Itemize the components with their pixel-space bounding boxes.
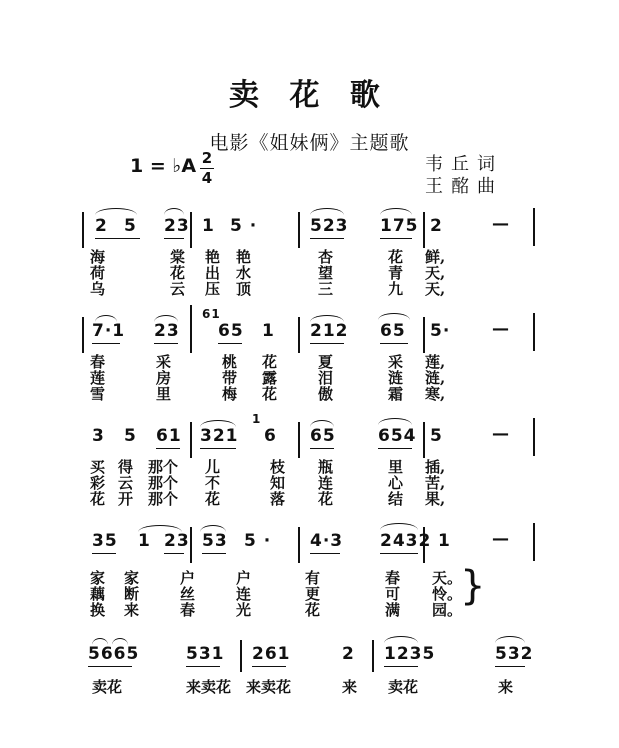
lyric: 家 <box>90 569 106 587</box>
lyric: 彩 <box>90 474 106 492</box>
note: 61 <box>156 426 182 446</box>
barline <box>190 305 192 353</box>
lyric: 花 <box>205 490 221 508</box>
slur <box>380 523 418 530</box>
beam <box>310 238 344 239</box>
lyric: 海 <box>90 248 106 266</box>
lyric: 可 <box>385 585 401 603</box>
lyric: 涟, <box>425 369 446 387</box>
note: 35 <box>92 531 118 551</box>
lyric: 不 <box>205 474 221 492</box>
beam <box>92 343 120 344</box>
lyric: 来 <box>342 678 358 696</box>
note: 1 <box>138 531 151 551</box>
lyric: 桃 <box>222 353 238 371</box>
barline <box>190 422 192 458</box>
key-signature: 1 = ♭A <box>130 155 197 177</box>
note: 1235 <box>384 644 436 664</box>
lyric: 房 <box>156 369 172 387</box>
barline <box>240 640 242 672</box>
lyric: 寒, <box>425 385 446 403</box>
barline <box>82 212 84 248</box>
note: 65 <box>380 321 406 341</box>
lyric: 有 <box>305 569 321 587</box>
lyric: 云 <box>118 474 134 492</box>
lyric: 知 <box>270 474 286 492</box>
lyric: 艳 <box>236 248 252 266</box>
slur <box>380 208 412 215</box>
grace-note: 61 <box>202 307 221 321</box>
extend-dash: — <box>492 529 510 549</box>
song-title: 卖 花 歌 <box>229 78 390 113</box>
lyric: 花 <box>388 248 404 266</box>
barline <box>423 422 425 458</box>
lyric: 里 <box>156 385 172 403</box>
lyric: 藕 <box>90 585 106 603</box>
beam <box>310 448 334 449</box>
beam <box>252 666 286 667</box>
note: 53 <box>202 531 228 551</box>
barline <box>298 317 300 353</box>
lyric: 瓶 <box>318 458 334 476</box>
beam <box>88 666 132 667</box>
lyric: 莲, <box>425 353 446 371</box>
lyric: 采 <box>388 353 404 371</box>
lyric: 花 <box>90 490 106 508</box>
beam <box>164 238 184 239</box>
note: 1 <box>202 216 215 236</box>
beam <box>154 343 178 344</box>
barline <box>423 212 425 248</box>
lyric: 那个 <box>148 490 179 508</box>
barline <box>298 422 300 458</box>
lyric: 涟 <box>388 369 404 387</box>
barline <box>190 527 192 563</box>
slur <box>495 636 525 643</box>
extend-dash: — <box>492 319 510 339</box>
lyric: 结 <box>388 490 404 508</box>
lyric: 更 <box>305 585 321 603</box>
barline <box>533 523 535 561</box>
lyric: 园。 <box>432 601 463 619</box>
note: 6 <box>264 426 277 446</box>
note: 4·3 <box>310 531 344 551</box>
lyric: 莲 <box>90 369 106 387</box>
note: 5 <box>430 426 443 446</box>
beam <box>164 553 184 554</box>
note: 261 <box>252 644 291 664</box>
note: 5 · <box>230 216 258 236</box>
barline <box>372 640 374 672</box>
lyric: 户 <box>180 569 196 587</box>
time-bottom: 4 <box>201 169 213 187</box>
lyric: 花 <box>262 353 278 371</box>
lyric: 春 <box>180 601 196 619</box>
beam <box>218 343 242 344</box>
barline <box>82 317 84 353</box>
beam <box>202 553 226 554</box>
note: 5665 <box>88 644 140 664</box>
lyric: 儿 <box>205 458 221 476</box>
note: 65 <box>310 426 336 446</box>
note: 7·1 <box>92 321 126 341</box>
lyric: 落 <box>270 490 286 508</box>
note: 1 <box>262 321 275 341</box>
lyric: 乌 <box>90 280 106 298</box>
lyric: 来 <box>124 601 140 619</box>
grace-note: 1 <box>252 412 262 426</box>
note: 321 <box>200 426 239 446</box>
lyric: 花 <box>170 264 186 282</box>
note: 23 <box>154 321 180 341</box>
lyric: 心 <box>388 474 404 492</box>
time-top: 2 <box>201 149 213 167</box>
beam <box>380 553 418 554</box>
note: 5 · <box>244 531 272 551</box>
barline <box>533 208 535 246</box>
lyric: 苦, <box>425 474 446 492</box>
lyric: 那个 <box>148 458 179 476</box>
note: 1 <box>438 531 451 551</box>
lyric: 户 <box>236 569 252 587</box>
note: 2432 <box>380 531 432 551</box>
lyric: 花 <box>305 601 321 619</box>
slur <box>310 208 344 215</box>
lyric: 夏 <box>318 353 334 371</box>
lyric: 泪 <box>318 369 334 387</box>
note: 5 <box>124 426 137 446</box>
lyric: 来卖花 <box>186 678 232 696</box>
note: 2 <box>430 216 443 236</box>
beam <box>200 448 236 449</box>
brace: } <box>460 563 486 609</box>
lyric: 来卖花 <box>246 678 292 696</box>
lyric: 卖花 <box>388 678 419 696</box>
lyric: 里 <box>388 458 404 476</box>
note: 23 <box>164 216 190 236</box>
lyric: 春 <box>385 569 401 587</box>
barline <box>423 317 425 353</box>
note: 523 <box>310 216 349 236</box>
lyric: 家 <box>124 569 140 587</box>
composer-credit: 王酩曲 <box>425 176 503 197</box>
note: 2 <box>342 644 355 664</box>
slur <box>384 636 418 643</box>
lyricist-credit: 韦丘词 <box>425 154 503 175</box>
lyric: 卖花 <box>92 678 123 696</box>
beam <box>95 238 140 239</box>
beam <box>186 666 220 667</box>
lyric: 连 <box>318 474 334 492</box>
note: 175 <box>380 216 419 236</box>
barline <box>298 527 300 563</box>
note: 531 <box>186 644 225 664</box>
lyric: 怜。 <box>432 585 463 603</box>
slur <box>378 313 410 320</box>
lyric: 花 <box>262 385 278 403</box>
barline <box>533 418 535 456</box>
lyric: 梅 <box>222 385 238 403</box>
lyric: 果, <box>425 490 446 508</box>
lyric: 出 <box>205 264 221 282</box>
lyric: 三 <box>318 280 334 298</box>
lyric: 青 <box>388 264 404 282</box>
lyric: 来 <box>498 678 514 696</box>
note: 5· <box>430 321 451 341</box>
lyric: 春 <box>90 353 106 371</box>
lyric: 带 <box>222 369 238 387</box>
barline <box>533 313 535 351</box>
beam <box>156 448 180 449</box>
lyric: 傲 <box>318 385 334 403</box>
lyric: 九 <box>388 280 404 298</box>
note: 532 <box>495 644 534 664</box>
lyric: 望 <box>318 264 334 282</box>
lyric: 买 <box>90 458 106 476</box>
beam <box>380 343 408 344</box>
lyric: 艳 <box>205 248 221 266</box>
slur <box>378 418 412 425</box>
song-subtitle: 电影《姐妹俩》主题歌 <box>209 132 410 154</box>
lyric: 开 <box>118 490 134 508</box>
note: 3 <box>92 426 105 446</box>
barline <box>190 212 192 248</box>
lyric: 花 <box>318 490 334 508</box>
lyric: 鲜, <box>425 248 446 266</box>
beam <box>495 666 525 667</box>
lyric: 荷 <box>90 264 106 282</box>
beam <box>310 343 344 344</box>
lyric: 换 <box>90 601 106 619</box>
lyric: 枝 <box>270 458 286 476</box>
beam <box>384 666 418 667</box>
note: 65 <box>218 321 244 341</box>
lyric: 水 <box>236 264 252 282</box>
beam <box>380 238 412 239</box>
lyric: 露 <box>262 369 278 387</box>
lyric: 丝 <box>180 585 196 603</box>
lyric: 霜 <box>388 385 404 403</box>
lyric: 天。 <box>432 569 463 587</box>
lyric: 连 <box>236 585 252 603</box>
extend-dash: — <box>492 214 510 234</box>
time-signature <box>200 150 214 187</box>
lyric: 雪 <box>90 385 106 403</box>
lyric: 云 <box>170 280 186 298</box>
beam <box>310 553 340 554</box>
lyric: 插, <box>425 458 446 476</box>
note: 2 <box>95 216 108 236</box>
lyric: 光 <box>236 601 252 619</box>
lyric: 天, <box>425 264 446 282</box>
lyric: 顶 <box>236 280 252 298</box>
lyric: 棠 <box>170 248 186 266</box>
beam <box>378 448 412 449</box>
barline <box>298 212 300 248</box>
beam <box>92 553 116 554</box>
lyric: 天, <box>425 280 446 298</box>
lyric: 满 <box>385 601 401 619</box>
lyric: 杏 <box>318 248 334 266</box>
note: 654 <box>378 426 417 446</box>
lyric: 压 <box>205 280 221 298</box>
lyric: 得 <box>118 458 134 476</box>
lyric: 那个 <box>148 474 179 492</box>
note: 5 <box>124 216 137 236</box>
note: 23 <box>164 531 190 551</box>
note: 212 <box>310 321 349 341</box>
slur <box>95 208 137 215</box>
slur <box>164 208 184 215</box>
lyric: 采 <box>156 353 172 371</box>
lyric: 断 <box>124 585 140 603</box>
extend-dash: — <box>492 424 510 444</box>
